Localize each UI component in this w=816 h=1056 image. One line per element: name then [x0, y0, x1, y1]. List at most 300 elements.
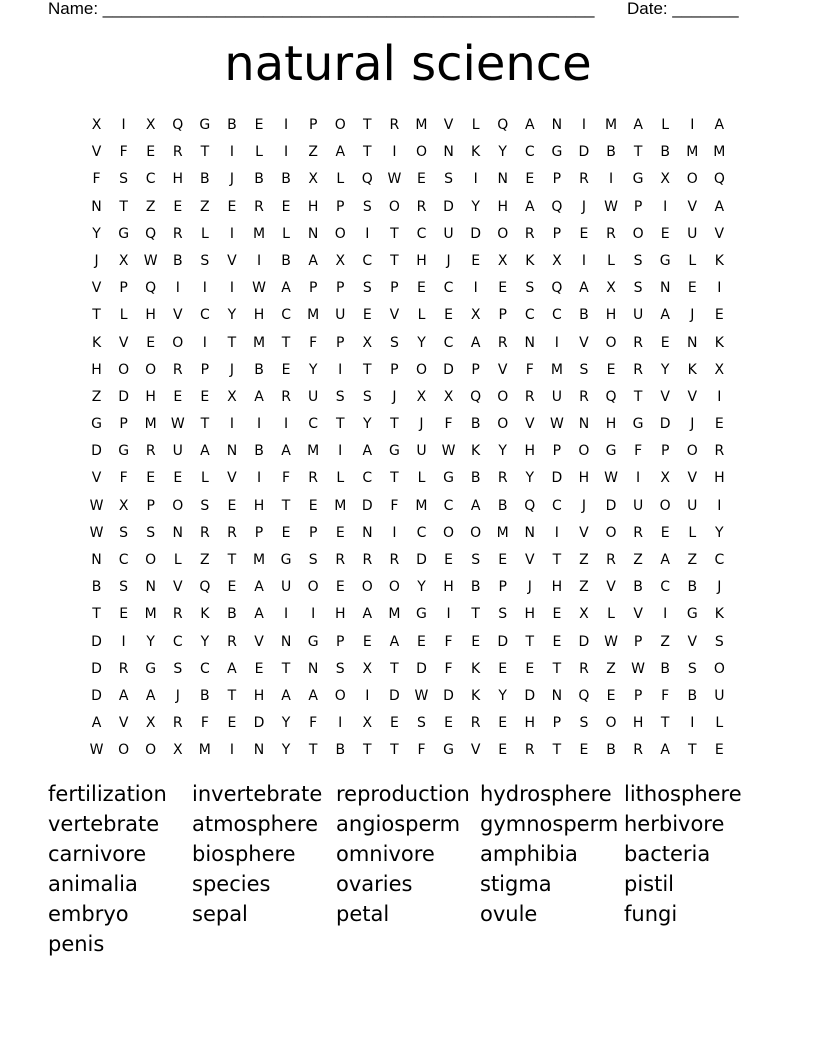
- grid-letter: S: [335, 660, 345, 677]
- grid-letter: E: [146, 470, 156, 487]
- grid-letter: E: [335, 524, 345, 541]
- grid-letter: Q: [551, 280, 563, 297]
- grid-letter: J: [690, 416, 695, 433]
- grid-letter: S: [146, 524, 156, 541]
- grid-letter: H: [253, 307, 265, 324]
- word-bank: [48, 779, 768, 959]
- grid-letter: S: [417, 715, 426, 732]
- grid-letter: T: [119, 198, 128, 215]
- grid-letter: V: [606, 579, 616, 596]
- grid-letter: F: [282, 470, 291, 487]
- grid-letter: O: [307, 579, 319, 596]
- grid-letter: O: [497, 225, 509, 242]
- grid-letter: C: [714, 552, 725, 568]
- grid-letter: F: [119, 470, 128, 487]
- word-bank-item: hydrosphere: [480, 782, 612, 806]
- grid-letter: E: [498, 715, 508, 732]
- grid-row: [83, 629, 733, 656]
- grid-letter: B: [606, 742, 616, 759]
- grid-letter: F: [634, 443, 643, 460]
- grid-letter: Z: [633, 552, 643, 568]
- grid-letter: R: [470, 715, 481, 732]
- grid-letter: V: [687, 633, 698, 650]
- grid-letter: N: [307, 660, 319, 677]
- grid-letter: Y: [308, 361, 318, 378]
- grid-letter: D: [416, 552, 427, 568]
- grid-letter: T: [390, 225, 399, 242]
- grid-letter: V: [227, 470, 237, 487]
- grid-letter: T: [390, 416, 399, 433]
- grid-letter: I: [636, 470, 641, 487]
- grid-letter: T: [200, 416, 210, 433]
- grid-letter: F: [309, 715, 318, 732]
- grid-letter: D: [118, 388, 129, 405]
- grid-letter: V: [497, 361, 508, 378]
- grid-letter: I: [690, 117, 695, 133]
- grid-letter: V: [227, 252, 237, 269]
- grid-letter: X: [470, 307, 481, 324]
- grid-letter: F: [661, 687, 670, 704]
- grid-letter: N: [497, 171, 508, 188]
- grid-letter: U: [632, 497, 644, 514]
- grid-letter: L: [417, 470, 426, 487]
- grid-letter: B: [91, 579, 102, 596]
- grid-letter: R: [172, 361, 183, 378]
- grid-letter: M: [144, 416, 157, 433]
- grid-letter: I: [284, 117, 289, 133]
- word-bank-item: fungi: [624, 902, 678, 926]
- grid-letter: Z: [660, 633, 670, 650]
- grid-letter: S: [579, 361, 589, 378]
- grid-letter: Y: [471, 198, 480, 215]
- grid-letter: T: [552, 660, 562, 677]
- grid-letter: E: [362, 633, 372, 650]
- grid-letter: G: [686, 606, 698, 623]
- grid-letter: P: [498, 579, 507, 596]
- grid-letter: W: [631, 660, 646, 677]
- grid-letter: I: [663, 606, 668, 623]
- word-bank-item: reproduction: [336, 782, 470, 806]
- grid-letter: L: [661, 117, 670, 133]
- grid-letter: R: [524, 388, 535, 405]
- grid-letter: O: [334, 225, 346, 242]
- grid-letter: V: [687, 198, 698, 215]
- grid-letter: Y: [498, 144, 507, 161]
- grid-letter: Y: [146, 633, 155, 650]
- grid-letter: R: [172, 606, 183, 623]
- grid-letter: S: [444, 171, 453, 188]
- grid-letter: C: [172, 633, 183, 650]
- grid-letter: D: [361, 497, 373, 514]
- grid-letter: P: [660, 443, 670, 460]
- grid-letter: I: [284, 606, 289, 623]
- grid-letter: F: [390, 497, 399, 514]
- grid-letter: V: [172, 307, 183, 324]
- grid-letter: H: [497, 198, 508, 215]
- grid-letter: R: [497, 334, 508, 351]
- grid-letter: N: [659, 280, 671, 297]
- grid-letter: Q: [172, 117, 184, 133]
- grid-letter: A: [470, 334, 481, 351]
- grid-letter: A: [281, 443, 291, 460]
- grid-letter: G: [118, 443, 130, 460]
- grid-letter: S: [308, 552, 318, 568]
- grid-letter: D: [91, 660, 102, 677]
- grid-letter: R: [227, 633, 237, 650]
- grid-letter: S: [389, 334, 399, 351]
- word-bank-item: angiosperm: [336, 812, 461, 836]
- grid-letter: I: [229, 280, 234, 297]
- grid-letter: H: [334, 606, 346, 623]
- grid-letter: X: [660, 470, 670, 487]
- grid-letter: Q: [199, 579, 211, 596]
- grid-letter: H: [632, 715, 644, 732]
- grid-letter: Z: [606, 660, 616, 677]
- grid-letter: D: [443, 361, 454, 378]
- grid-letter: V: [579, 524, 589, 541]
- grid-letter: E: [552, 606, 562, 623]
- grid-letter: A: [254, 606, 264, 623]
- grid-letter: B: [200, 171, 210, 188]
- grid-letter: V: [579, 334, 589, 351]
- grid-letter: I: [392, 144, 397, 161]
- grid-letter: N: [362, 524, 373, 541]
- grid-letter: L: [200, 470, 209, 487]
- grid-letter: P: [390, 280, 399, 297]
- grid-letter: E: [335, 579, 345, 596]
- grid-letter: O: [713, 660, 725, 677]
- grid-letter: P: [119, 280, 128, 297]
- grid-letter: X: [145, 117, 156, 133]
- grid-letter: T: [227, 334, 237, 351]
- grid-letter: V: [118, 334, 129, 351]
- grid-letter: D: [91, 687, 102, 704]
- grid-letter: L: [336, 470, 345, 487]
- grid-letter: J: [581, 497, 587, 514]
- date-field-label: Date: _______: [627, 0, 739, 18]
- grid-row: [83, 710, 733, 737]
- grid-letter: A: [308, 252, 318, 269]
- grid-letter: I: [690, 715, 695, 732]
- grid-letter: M: [388, 606, 401, 623]
- grid-letter: E: [281, 361, 291, 378]
- grid-letter: B: [497, 497, 508, 514]
- grid-letter: E: [227, 198, 237, 215]
- grid-letter: I: [338, 443, 343, 460]
- grid-letter: E: [308, 497, 318, 514]
- grid-letter: B: [172, 252, 183, 269]
- grid-letter: R: [362, 552, 373, 568]
- grid-letter: P: [633, 633, 643, 650]
- grid-letter: R: [633, 361, 643, 378]
- grid-letter: S: [579, 715, 589, 732]
- grid-letter: T: [390, 470, 399, 487]
- grid-letter: I: [581, 117, 587, 133]
- grid-letter: C: [551, 497, 562, 514]
- grid-letter: O: [361, 579, 373, 596]
- grid-letter: H: [524, 443, 536, 460]
- grid-letter: X: [579, 606, 589, 623]
- word-bank-item: ovule: [480, 902, 538, 926]
- grid-letter: P: [552, 715, 562, 732]
- grid-letter: E: [660, 225, 670, 242]
- grid-letter: T: [552, 552, 562, 568]
- grid-letter: C: [443, 334, 454, 351]
- grid-letter: E: [444, 715, 453, 732]
- grid-letter: A: [525, 198, 535, 215]
- grid-letter: S: [362, 198, 372, 215]
- grid-letter: P: [336, 633, 345, 650]
- grid-letter: A: [660, 742, 670, 759]
- grid-letter: O: [118, 742, 130, 759]
- grid-letter: M: [415, 497, 428, 514]
- grid-letter: O: [470, 524, 482, 541]
- grid-letter: B: [281, 171, 291, 188]
- grid-row: [83, 330, 733, 357]
- grid-letter: X: [91, 117, 102, 133]
- grid-letter: E: [173, 388, 183, 405]
- grid-letter: X: [443, 388, 454, 405]
- grid-letter: G: [632, 171, 644, 188]
- grid-letter: Q: [145, 225, 157, 242]
- grid-letter: E: [606, 687, 616, 704]
- grid-letter: E: [498, 552, 508, 568]
- grid-letter: L: [607, 606, 615, 623]
- grid-letter: H: [253, 497, 265, 514]
- grid-letter: I: [717, 388, 722, 405]
- grid-letter: L: [282, 225, 290, 242]
- grid-letter: B: [687, 687, 698, 704]
- grid-letter: E: [281, 524, 291, 541]
- grid-row: [83, 248, 733, 275]
- grid-letter: R: [497, 470, 508, 487]
- word-bank-item: gymnosperm: [480, 812, 619, 836]
- grid-letter: A: [118, 687, 129, 704]
- grid-letter: V: [91, 470, 102, 487]
- grid-letter: G: [659, 252, 671, 269]
- grid-letter: P: [336, 334, 345, 351]
- grid-letter: I: [175, 280, 180, 297]
- grid-letter: C: [660, 579, 671, 596]
- grid-letter: D: [91, 443, 102, 460]
- grid-letter: R: [199, 524, 210, 541]
- grid-letter: P: [633, 687, 643, 704]
- grid-letter: P: [336, 280, 345, 297]
- grid-letter: O: [605, 715, 617, 732]
- grid-letter: T: [390, 742, 399, 759]
- grid-letter: R: [281, 388, 291, 405]
- grid-letter: K: [687, 361, 697, 378]
- grid-letter: T: [335, 416, 345, 433]
- grid-letter: A: [254, 579, 264, 596]
- grid-letter: E: [417, 280, 426, 297]
- grid-letter: X: [660, 171, 670, 188]
- grid-letter: U: [335, 307, 346, 324]
- grid-letter: A: [335, 144, 346, 161]
- grid-letter: P: [308, 117, 318, 133]
- grid-letter: Q: [497, 117, 509, 133]
- grid-letter: Y: [281, 742, 291, 759]
- grid-row: [83, 384, 733, 411]
- grid-letter: B: [200, 687, 210, 704]
- word-bank-item: species: [192, 872, 271, 896]
- grid-letter: I: [256, 252, 262, 269]
- grid-letter: A: [389, 633, 400, 650]
- grid-letter: K: [471, 687, 481, 704]
- grid-letter: M: [604, 117, 618, 133]
- grid-letter: N: [145, 579, 156, 596]
- grid-letter: I: [365, 225, 370, 242]
- grid-letter: L: [119, 307, 128, 324]
- grid-letter: X: [308, 171, 318, 188]
- grid-letter: E: [173, 470, 183, 487]
- grid-letter: V: [254, 633, 264, 650]
- grid-letter: O: [605, 334, 617, 351]
- grid-letter: P: [390, 361, 399, 378]
- grid-letter: R: [524, 742, 535, 759]
- grid-letter: E: [525, 660, 535, 677]
- grid-letter: Q: [713, 171, 725, 188]
- grid-letter: B: [254, 361, 264, 378]
- grid-letter: E: [389, 715, 399, 732]
- word-bank-item: embryo: [48, 902, 129, 926]
- grid-letter: I: [717, 280, 722, 297]
- grid-letter: W: [414, 687, 429, 704]
- grid-letter: V: [687, 388, 698, 405]
- grid-letter: Y: [498, 687, 507, 704]
- grid-letter: P: [498, 307, 507, 324]
- grid-letter: E: [498, 280, 508, 297]
- grid-letter: P: [200, 361, 210, 378]
- grid-letter: W: [604, 198, 618, 215]
- grid-letter: K: [471, 144, 481, 161]
- word-search-grid: [83, 112, 733, 765]
- grid-letter: S: [498, 606, 508, 623]
- grid-letter: J: [229, 171, 234, 188]
- grid-letter: B: [227, 117, 237, 133]
- grid-letter: W: [143, 252, 158, 269]
- grid-letter: U: [280, 579, 292, 596]
- grid-letter: I: [365, 687, 370, 704]
- grid-letter: K: [200, 606, 210, 623]
- word-bank-item: ovaries: [336, 872, 413, 896]
- grid-letter: Z: [579, 579, 589, 596]
- grid-letter: H: [443, 579, 454, 596]
- grid-letter: E: [444, 307, 453, 324]
- grid-letter: L: [336, 171, 345, 188]
- grid-letter: P: [119, 416, 128, 433]
- grid-letter: H: [172, 171, 184, 188]
- grid-letter: H: [524, 715, 536, 732]
- grid-letter: W: [89, 497, 104, 514]
- grid-letter: N: [524, 524, 536, 541]
- grid-letter: W: [604, 633, 618, 650]
- grid-letter: D: [497, 633, 509, 650]
- grid-letter: T: [200, 144, 210, 161]
- grid-letter: T: [281, 660, 291, 677]
- grid-letter: N: [578, 416, 590, 433]
- grid-letter: B: [660, 144, 670, 161]
- grid-row: [83, 601, 733, 628]
- grid-letter: C: [362, 252, 373, 269]
- grid-letter: D: [524, 687, 536, 704]
- grid-letter: S: [119, 171, 129, 188]
- grid-row: [83, 737, 733, 764]
- grid-letter: S: [471, 552, 481, 568]
- word-bank-item: sepal: [192, 902, 248, 926]
- grid-letter: X: [145, 715, 156, 732]
- grid-letter: A: [714, 198, 725, 215]
- grid-letter: U: [443, 225, 454, 242]
- grid-letter: A: [579, 280, 589, 297]
- grid-letter: M: [252, 225, 266, 242]
- grid-letter: R: [524, 225, 535, 242]
- grid-letter: N: [280, 633, 292, 650]
- grid-row: [83, 275, 733, 302]
- grid-letter: S: [173, 660, 183, 677]
- grid-letter: I: [121, 117, 126, 133]
- grid-letter: T: [227, 687, 237, 704]
- grid-letter: M: [334, 497, 347, 514]
- grid-letter: R: [579, 660, 589, 677]
- grid-letter: P: [308, 280, 318, 297]
- grid-letter: H: [253, 687, 265, 704]
- grid-letter: T: [363, 742, 372, 759]
- grid-letter: N: [226, 443, 238, 460]
- word-bank-item: amphibia: [480, 842, 578, 866]
- name-field-label: Name: ____________________________________________________: [48, 0, 595, 18]
- word-bank-item: lithosphere: [624, 782, 742, 806]
- grid-letter: G: [388, 443, 400, 460]
- grid-letter: Y: [417, 334, 426, 351]
- grid-letter: J: [229, 361, 234, 378]
- grid-letter: N: [91, 198, 102, 215]
- grid-letter: A: [145, 687, 156, 704]
- grid-letter: Y: [498, 443, 507, 460]
- grid-letter: X: [227, 388, 237, 405]
- grid-letter: C: [416, 225, 427, 242]
- grid-letter: E: [660, 524, 670, 541]
- grid-row: [83, 656, 733, 683]
- grid-letter: V: [687, 470, 698, 487]
- grid-letter: C: [443, 280, 454, 297]
- grid-letter: T: [281, 497, 291, 514]
- grid-letter: E: [146, 334, 156, 351]
- grid-letter: M: [307, 307, 320, 324]
- grid-letter: O: [659, 497, 671, 514]
- grid-letter: M: [252, 334, 266, 351]
- grid-letter: F: [119, 144, 128, 161]
- grid-letter: S: [335, 388, 345, 405]
- grid-letter: A: [362, 443, 373, 460]
- grid-letter: T: [390, 252, 399, 269]
- grid-letter: Z: [145, 198, 156, 215]
- grid-letter: T: [281, 334, 291, 351]
- grid-letter: A: [633, 117, 643, 133]
- grid-letter: S: [633, 252, 643, 269]
- grid-letter: S: [200, 252, 210, 269]
- grid-row: [83, 302, 733, 329]
- grid-letter: I: [473, 280, 478, 297]
- grid-letter: K: [714, 606, 724, 623]
- grid-letter: G: [416, 606, 427, 623]
- grid-letter: I: [229, 742, 234, 759]
- grid-letter: U: [632, 307, 644, 324]
- grid-letter: I: [284, 144, 289, 161]
- grid-letter: I: [554, 524, 559, 541]
- grid-letter: F: [200, 715, 209, 732]
- grid-letter: R: [633, 742, 643, 759]
